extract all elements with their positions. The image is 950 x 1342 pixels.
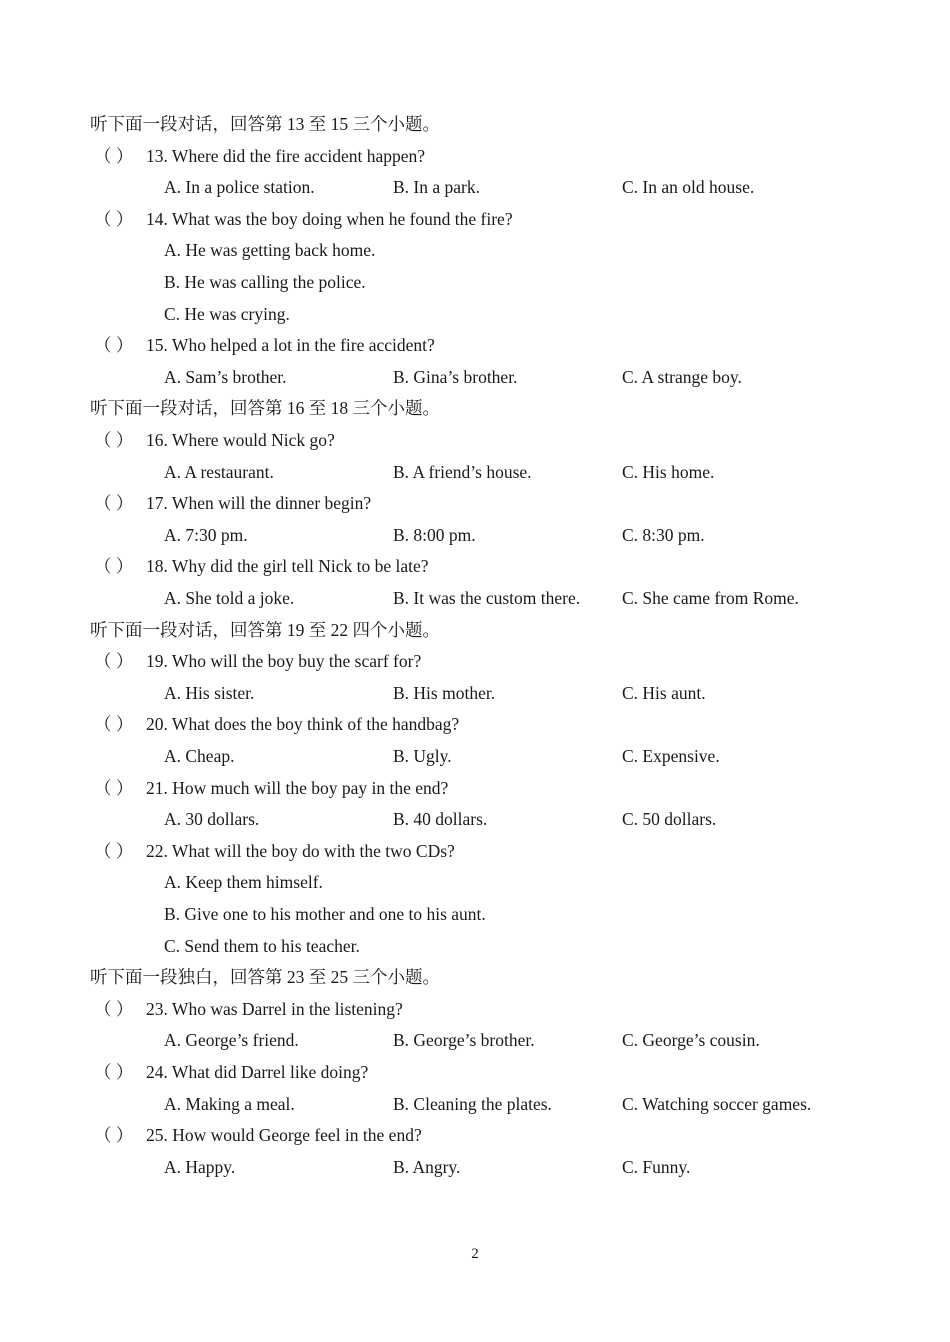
option-a: A. In a police station. bbox=[164, 177, 315, 198]
answer-blank[interactable]: （ ） bbox=[94, 208, 134, 229]
question-line bbox=[0, 487, 950, 519]
option-c: C. Funny. bbox=[622, 1156, 691, 1177]
question-text: 22. What will the boy do with the two CDs? bbox=[146, 840, 455, 861]
option-c: C. In an old house. bbox=[622, 177, 755, 198]
option-c: C. A strange boy. bbox=[622, 366, 742, 387]
question-line bbox=[0, 708, 950, 740]
option-a: A. His sister. bbox=[164, 682, 255, 703]
option-b: B. He was calling the police. bbox=[164, 272, 366, 292]
option-c: C. George’s cousin. bbox=[622, 1030, 760, 1051]
option-a: A. He was getting back home. bbox=[164, 240, 376, 261]
option-c: C. He was crying. bbox=[164, 303, 290, 324]
option-a: A. She told a joke. bbox=[164, 588, 295, 608]
question-text: 14. What was the boy doing when he found the fire? bbox=[146, 208, 513, 229]
option-c: C. Expensive. bbox=[622, 746, 720, 766]
option-line bbox=[0, 234, 950, 266]
option-a: A. 7:30 pm. bbox=[164, 524, 248, 545]
answer-blank[interactable]: （ ） bbox=[94, 840, 134, 861]
options-row bbox=[0, 1024, 950, 1056]
answer-blank[interactable]: （ ） bbox=[94, 145, 134, 166]
option-a: A. 30 dollars. bbox=[164, 809, 260, 830]
question-text: 21. How much will the boy pay in the end? bbox=[146, 777, 449, 798]
option-c: C. 50 dollars. bbox=[622, 809, 717, 830]
question-line bbox=[0, 424, 950, 456]
option-b: B. His mother. bbox=[393, 682, 496, 703]
question-text: 19. Who will the boy buy the scarf for? bbox=[146, 651, 422, 672]
option-b: B. Ugly. bbox=[393, 746, 452, 766]
option-b: B. Cleaning the plates. bbox=[393, 1093, 552, 1114]
question-line bbox=[0, 329, 950, 361]
answer-blank[interactable]: （ ） bbox=[94, 335, 134, 356]
question-line bbox=[0, 550, 950, 582]
question-text: 23. Who was Darrel in the listening? bbox=[146, 998, 403, 1019]
option-line bbox=[0, 930, 950, 962]
question-line bbox=[0, 1056, 950, 1088]
option-a: A. Keep them himself. bbox=[164, 872, 323, 893]
option-a: A. Cheap. bbox=[164, 746, 235, 766]
option-b: B. George’s brother. bbox=[393, 1030, 535, 1051]
question-line bbox=[0, 835, 950, 867]
option-c: C. Send them to his teacher. bbox=[164, 935, 360, 956]
option-b: B. Give one to his mother and one to his aunt. bbox=[164, 904, 486, 924]
option-a: A. George’s friend. bbox=[164, 1030, 299, 1051]
options-row bbox=[0, 740, 950, 772]
answer-blank[interactable]: （ ） bbox=[94, 556, 134, 577]
options-row bbox=[0, 456, 950, 488]
question-text: 24. What did Darrel like doing? bbox=[146, 1062, 369, 1082]
options-row bbox=[0, 677, 950, 709]
question-text: 13. Where did the fire accident happen? bbox=[146, 145, 426, 166]
option-line bbox=[0, 866, 950, 898]
section-heading-line bbox=[0, 614, 950, 646]
options-row bbox=[0, 519, 950, 551]
section-heading-line bbox=[0, 108, 950, 140]
option-c: C. Watching soccer games. bbox=[622, 1093, 812, 1114]
page-number: 2 bbox=[471, 1246, 479, 1262]
answer-blank[interactable]: （ ） bbox=[94, 651, 134, 672]
question-text: 25. How would George feel in the end? bbox=[146, 1125, 422, 1146]
option-c: C. His home. bbox=[622, 461, 715, 482]
answer-blank[interactable]: （ ） bbox=[94, 714, 134, 735]
option-b: B. In a park. bbox=[393, 177, 480, 198]
option-line bbox=[0, 266, 950, 298]
question-line bbox=[0, 1119, 950, 1151]
section-heading: 听下面一段对话，回答第 16 至 18 三个小题。 bbox=[90, 398, 440, 419]
options-row bbox=[0, 582, 950, 614]
option-b: B. Angry. bbox=[393, 1156, 461, 1177]
option-a: A. Happy. bbox=[164, 1156, 236, 1177]
section-heading: 听下面一段独白，回答第 23 至 25 三个小题。 bbox=[90, 967, 440, 988]
option-b: B. It was the custom there. bbox=[393, 588, 581, 608]
question-line bbox=[0, 993, 950, 1025]
option-c: C. She came from Rome. bbox=[622, 588, 799, 608]
option-c: C. 8:30 pm. bbox=[622, 524, 705, 545]
question-line bbox=[0, 645, 950, 677]
option-line bbox=[0, 898, 950, 930]
section-heading-line bbox=[0, 961, 950, 993]
option-b: B. 8:00 pm. bbox=[393, 524, 476, 545]
answer-blank[interactable]: （ ） bbox=[94, 493, 134, 514]
answer-blank[interactable]: （ ） bbox=[94, 998, 134, 1019]
options-row bbox=[0, 1151, 950, 1183]
option-a: A. Making a meal. bbox=[164, 1093, 295, 1114]
section-heading: 听下面一段对话，回答第 13 至 15 三个小题。 bbox=[90, 114, 440, 134]
question-line bbox=[0, 140, 950, 172]
answer-blank[interactable]: （ ） bbox=[94, 1125, 134, 1146]
section-heading-line bbox=[0, 392, 950, 424]
answer-blank[interactable]: （ ） bbox=[94, 777, 134, 798]
options-row bbox=[0, 171, 950, 203]
answer-blank[interactable]: （ ） bbox=[94, 1062, 134, 1082]
option-b: B. Gina’s brother. bbox=[393, 366, 518, 387]
question-text: 20. What does the boy think of the handbag? bbox=[146, 714, 460, 735]
options-row bbox=[0, 803, 950, 835]
question-line bbox=[0, 203, 950, 235]
question-text: 15. Who helped a lot in the fire accident? bbox=[146, 335, 435, 356]
option-b: B. 40 dollars. bbox=[393, 809, 488, 830]
option-a: A. A restaurant. bbox=[164, 461, 274, 482]
options-row bbox=[0, 361, 950, 393]
question-text: 17. When will the dinner begin? bbox=[146, 493, 372, 514]
question-text: 16. Where would Nick go? bbox=[146, 430, 335, 450]
option-b: B. A friend’s house. bbox=[393, 461, 532, 482]
options-row bbox=[0, 1088, 950, 1120]
question-line bbox=[0, 772, 950, 804]
answer-blank[interactable]: （ ） bbox=[94, 430, 134, 450]
option-c: C. His aunt. bbox=[622, 682, 706, 703]
section-heading: 听下面一段对话，回答第 19 至 22 四个小题。 bbox=[90, 619, 440, 640]
question-text: 18. Why did the girl tell Nick to be late? bbox=[146, 556, 429, 577]
option-a: A. Sam’s brother. bbox=[164, 366, 287, 387]
option-line bbox=[0, 298, 950, 330]
